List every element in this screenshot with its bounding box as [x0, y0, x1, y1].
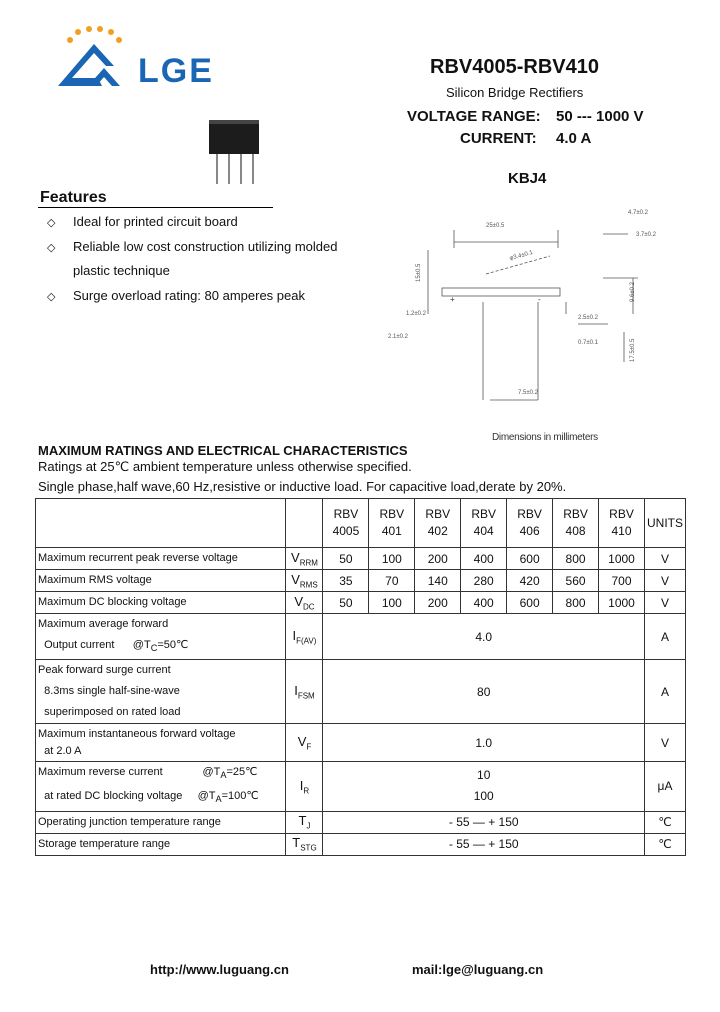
ratings-table [35, 498, 686, 856]
feature-text: Reliable low cost construction utilizing molded [73, 239, 338, 254]
dim-right-mid: 2.5±0.2 [578, 315, 598, 321]
feature-text: plastic technique [73, 263, 170, 278]
col-header: RBV 4005 [323, 499, 369, 548]
table-row: Maximum reverse current $@T_A=25℃$ at rated DC blocking voltage $@T_A=100℃$ $I_R$ 10 100 μA [36, 762, 686, 811]
dimension-caption: Dimensions in millimeters [492, 432, 598, 443]
current-value: 4.0 A [556, 130, 592, 147]
table-row: Operating junction temperature range $T_J$ - 55 — + 150 ℃ [36, 811, 686, 833]
features-divider [38, 207, 273, 208]
dim-right-height: 9.6±0.2 [630, 282, 636, 302]
website-link[interactable]: http://www.luguang.cn [150, 962, 289, 977]
minus-mark: - [538, 295, 541, 304]
diamond-bullet-icon: ◇ [47, 242, 56, 254]
dim-bottom: 7.5±0.2 [518, 390, 538, 396]
dim-right-long: 17.5±0.5 [630, 338, 636, 362]
component-image [205, 118, 265, 188]
col-header: RBV 402 [415, 499, 461, 548]
dim-top-width: 25±0.5 [486, 223, 505, 229]
feature-item [47, 214, 238, 229]
diamond-bullet-icon: ◇ [47, 291, 56, 303]
features-title: Features [40, 189, 107, 206]
feature-item [47, 288, 305, 303]
page-title: RBV4005-RBV410 [430, 56, 599, 78]
feature-text: Ideal for printed circuit board [73, 214, 238, 229]
units-header: UNITS [645, 499, 686, 548]
company-logo-icon [58, 26, 138, 88]
col-header: RBV 406 [507, 499, 553, 548]
company-logo-text: LGE [138, 52, 214, 90]
diamond-bullet-icon: ◇ [47, 217, 56, 229]
table-row: Maximum DC blocking voltage $V_{DC}$ 50 100 200 400 600 800 1000 V [36, 592, 686, 614]
voltage-range-value: 50 --- 1000 V [556, 108, 644, 125]
table-row: Maximum average forward Output current $@T_C=50℃$ $I_{F(AV)}$ 4.0 A [36, 614, 686, 660]
voltage-range-label: VOLTAGE RANGE: [407, 108, 541, 125]
col-header: RBV 408 [553, 499, 599, 548]
dim-left-bottom: 1.2±0.2 [406, 311, 426, 317]
ratings-note-1: Ratings at 25℃ ambient temperature unless otherwise specified. [38, 459, 412, 474]
feature-item [47, 263, 170, 278]
table-row: Maximum instantaneous forward voltage at 2.0 A $V_F$ 1.0 V [36, 724, 686, 762]
table-row: Peak forward surge current 8.3ms single half-sine-wave superimposed on rated load $I_{FSM}$ 80 A [36, 660, 686, 724]
table-row: Maximum recurrent peak reverse voltage $V_{RRM}$ 50 100 200 400 600 800 1000 V [36, 548, 686, 570]
table-row: Storage temperature range $T_{STG}$ - 55 — + 150 ℃ [36, 833, 686, 855]
table-row: Maximum RMS voltage $V_{RMS}$ 35 70 140 280 420 560 700 V [36, 570, 686, 592]
col-header: RBV 410 [599, 499, 645, 548]
dim-right-lower: 0.7±0.1 [578, 340, 598, 346]
page-subtitle: Silicon Bridge Rectifiers [446, 85, 584, 100]
dim-hole: φ3.4±0.1 [508, 249, 534, 262]
col-header: RBV 404 [461, 499, 507, 548]
ratings-note-2: Single phase,half wave,60 Hz,resistive or inductive load. For capacitive load,derate by 20%. [38, 479, 567, 494]
dimension-drawing [388, 202, 678, 432]
feature-text: Surge overload rating: 80 amperes peak [73, 288, 305, 303]
current-label: CURRENT: [460, 130, 537, 147]
table-header-row [36, 499, 686, 548]
dim-left-lower: 2.1±0.2 [388, 334, 408, 340]
feature-item [47, 239, 338, 254]
plus-mark: + [450, 295, 455, 304]
email-link[interactable]: mail:lge@luguang.cn [412, 962, 544, 977]
dim-right-2: 3.7±0.2 [636, 232, 656, 238]
section-title: MAXIMUM RATINGS AND ELECTRICAL CHARACTERISTICS [38, 443, 408, 458]
dim-height: 15±0.5 [416, 263, 422, 282]
dim-right-top: 4.7±0.2 [628, 210, 648, 216]
package-name: KBJ4 [508, 170, 547, 187]
col-header: RBV 401 [369, 499, 415, 548]
